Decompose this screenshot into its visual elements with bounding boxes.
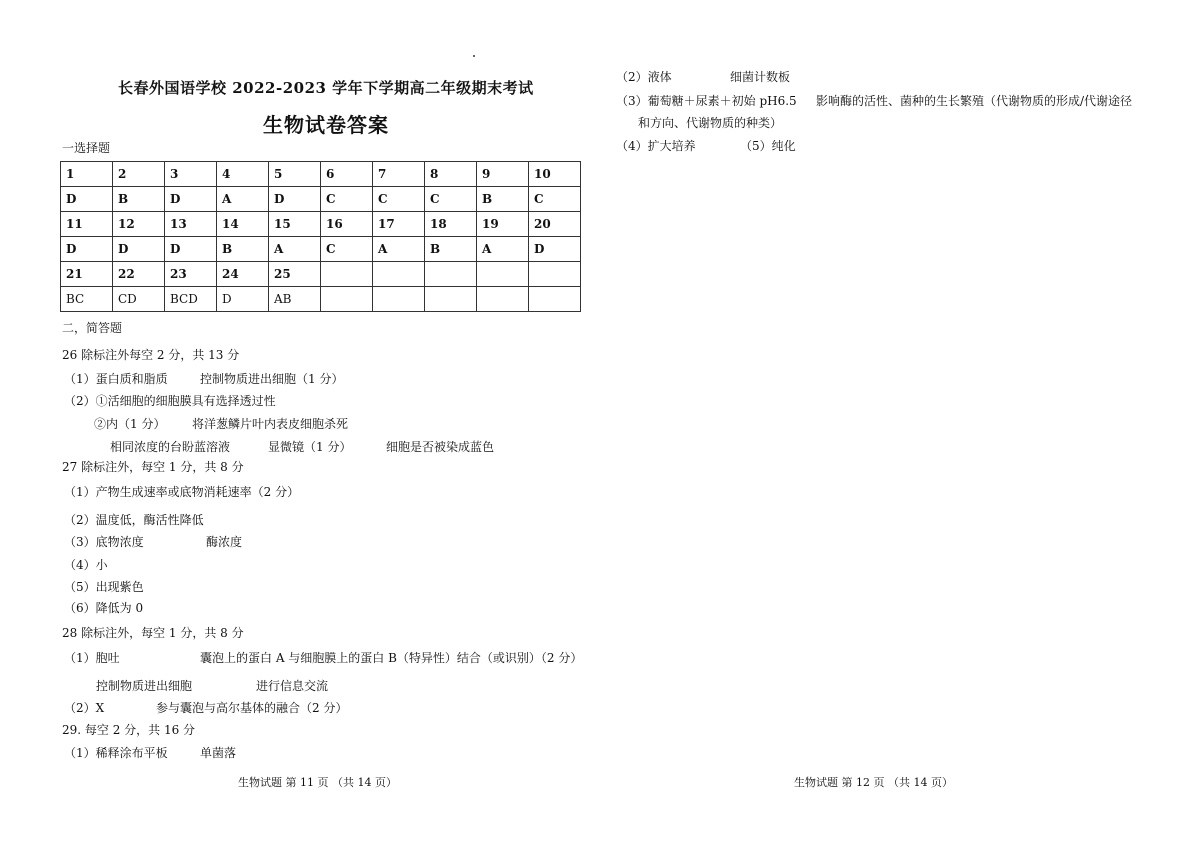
choice-answer-table [60,161,581,312]
table-cell: C [425,187,477,212]
table-cell: 6 [321,162,373,187]
q28-answer-1a: （1）胞吐 [64,651,120,665]
table-cell: 13 [165,212,217,237]
table-cell: C [373,187,425,212]
table-cell: 3 [165,162,217,187]
q27-answer-5: （5）出现紫色 [64,580,144,594]
q27-answer-4: （4）小 [64,558,108,572]
table-cell: BC [61,287,113,312]
q28-header: 28 除标注外，每空 1 分，共 8 分 [62,626,244,640]
answer-sheet-title: 生物试卷答案 [263,113,389,137]
table-cell: 15 [269,212,321,237]
table-row [61,237,581,262]
section2-heading: 二，简答题 [62,321,123,335]
table-cell [477,262,529,287]
table-cell: C [321,237,373,262]
exam-title: 长春外国语学校 2022-2023 学年下学期高二年级期末考试 [118,79,534,97]
table-cell: D [113,237,165,262]
q26-answer-4c: 细胞是否被染成蓝色 [386,440,495,454]
table-row [61,187,581,212]
table-cell: 7 [373,162,425,187]
table-cell: B [113,187,165,212]
table-cell [425,287,477,312]
table-cell: 22 [113,262,165,287]
table-cell: A [217,187,269,212]
table-cell: A [269,237,321,262]
table-cell: D [61,187,113,212]
table-cell: D [61,237,113,262]
table-cell: 5 [269,162,321,187]
q29-answer-3c: 和方向、代谢物质的种类） [638,116,783,130]
table-cell: C [529,187,581,212]
table-cell: AB [269,287,321,312]
q26-answer-3b: 将洋葱鳞片叶内表皮细胞杀死 [192,417,349,431]
q26-answer-3a: ②内（1 分） [94,417,166,431]
q26-answer-2: （2）①活细胞的细胞膜具有选择透过性 [64,394,276,408]
table-cell: D [529,237,581,262]
table-cell: 12 [113,212,165,237]
section1-heading: 一选择题 [62,141,111,155]
table-cell: 18 [425,212,477,237]
q29-answer-3a: （3）葡萄糖＋尿素＋初始 pH6.5 [616,94,797,108]
q29-answer-3b: 影响酶的活性、菌种的生长繁殖（代谢物质的形成/代谢途径 [816,94,1133,108]
q28-answer-2a: 控制物质进出细胞 [96,679,193,693]
table-cell [529,262,581,287]
table-cell: 14 [217,212,269,237]
table-cell: 4 [217,162,269,187]
table-row [61,287,581,312]
q29-answer-2a: （2）液体 [616,70,672,84]
table-cell [373,287,425,312]
table-cell: C [321,187,373,212]
table-cell: A [477,237,529,262]
table-cell [373,262,425,287]
table-cell [477,287,529,312]
q26-answer-4a: 相同浓度的台盼蓝溶液 [110,440,231,454]
table-cell: 25 [269,262,321,287]
q27-answer-3b: 酶浓度 [206,535,243,549]
table-cell [321,287,373,312]
table-cell: D [165,187,217,212]
table-cell: 9 [477,162,529,187]
q27-answer-3a: （3）底物浓度 [64,535,144,549]
table-cell: 11 [61,212,113,237]
table-cell: CD [113,287,165,312]
q27-answer-6: （6）降低为 0 [64,601,144,615]
table-cell: B [217,237,269,262]
table-cell: 21 [61,262,113,287]
table-cell: BCD [165,287,217,312]
q28-answer-2b: 进行信息交流 [256,679,329,693]
q29-header: 29. 每空 2 分，共 16 分 [62,723,196,737]
q29-answer-4: （4）扩大培养 [616,139,696,153]
table-row [61,162,581,187]
q26-answer-1a: （1）蛋白质和脂质 [64,372,168,386]
table-cell: 23 [165,262,217,287]
table-cell: 16 [321,212,373,237]
table-cell: 17 [373,212,425,237]
table-cell: 19 [477,212,529,237]
table-row [61,262,581,287]
table-cell [529,287,581,312]
footer-page-11: 生物试题 第 11 页 （共 14 页） [238,776,397,789]
table-cell: B [425,237,477,262]
q26-header: 26 除标注外每空 2 分，共 13 分 [62,348,240,362]
table-cell: D [165,237,217,262]
q27-answer-1: （1）产物生成速率或底物消耗速率（2 分） [64,485,300,499]
footer-page-12: 生物试题 第 12 页 （共 14 页） [794,776,953,789]
table-cell [425,262,477,287]
q29-answer-5: （5）纯化 [740,139,796,153]
table-cell: 8 [425,162,477,187]
table-cell: 10 [529,162,581,187]
q26-answer-4b: 显微镜（1 分） [268,440,352,454]
table-cell: A [373,237,425,262]
table-cell: B [477,187,529,212]
q29-answer-2b: 细菌计数板 [730,70,791,84]
table-row [61,212,581,237]
table-cell: 24 [217,262,269,287]
scan-dot [473,55,475,57]
q29-answer-1b: 单菌落 [200,746,237,760]
table-cell: D [269,187,321,212]
q27-answer-2: （2）温度低，酶活性降低 [64,513,204,527]
q28-answer-3b: 参与囊泡与高尔基体的融合（2 分） [156,701,348,715]
q27-header: 27 除标注外，每空 1 分，共 8 分 [62,460,244,474]
table-cell: 2 [113,162,165,187]
q28-answer-3a: （2）X [64,701,105,715]
table-cell [321,262,373,287]
q29-answer-1a: （1）稀释涂布平板 [64,746,168,760]
q26-answer-1b: 控制物质进出细胞（1 分） [200,372,344,386]
table-cell: 20 [529,212,581,237]
table-cell: D [217,287,269,312]
table-cell: 1 [61,162,113,187]
q28-answer-1b: 囊泡上的蛋白 A 与细胞膜上的蛋白 B（特异性）结合（或识别）（2 分） [200,651,583,665]
